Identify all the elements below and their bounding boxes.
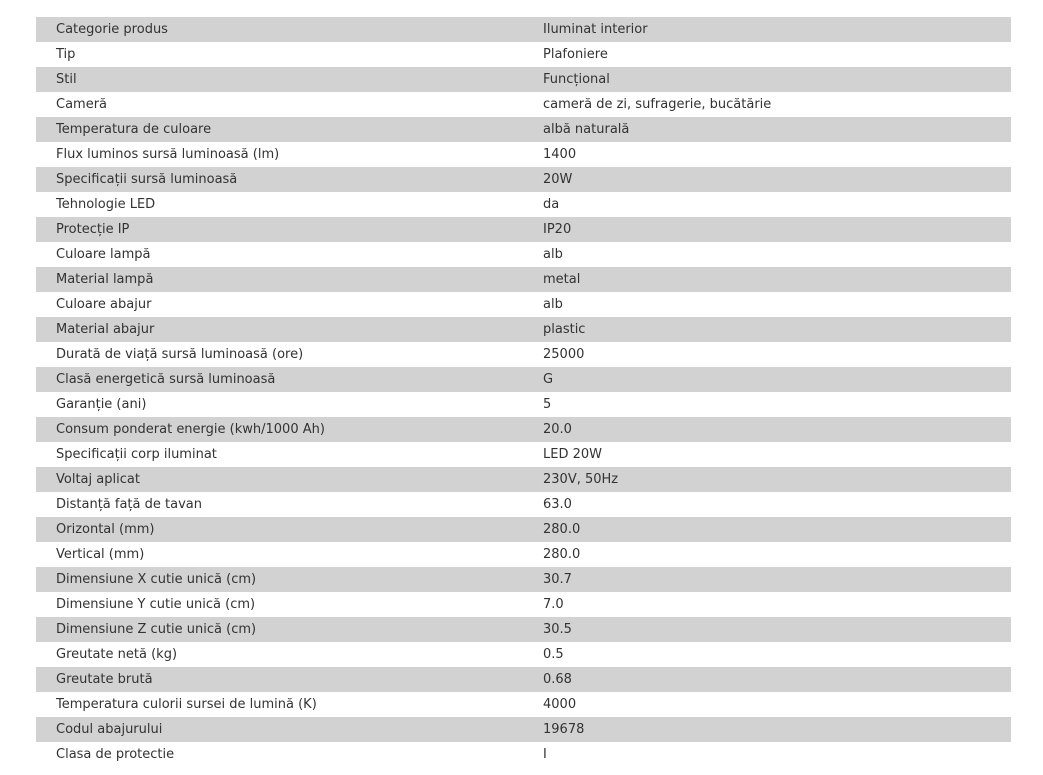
spec-label: Consum ponderat energie (kwh/1000 Ah) xyxy=(56,422,325,437)
table-row xyxy=(36,667,1011,692)
spec-label: Greutate netă (kg) xyxy=(56,647,178,662)
spec-value: 0.68 xyxy=(543,672,572,687)
table-row xyxy=(36,617,1011,642)
spec-value: 25000 xyxy=(543,347,585,362)
spec-value: da xyxy=(543,197,560,212)
spec-value: G xyxy=(543,372,554,387)
spec-label: Specificații sursă luminoasă xyxy=(56,172,238,187)
table-row xyxy=(36,592,1011,617)
spec-label: Vertical (mm) xyxy=(56,547,145,562)
spec-value: 0.5 xyxy=(543,647,564,662)
table-row xyxy=(36,342,1011,367)
spec-value: metal xyxy=(543,272,581,287)
table-row xyxy=(36,717,1011,742)
spec-value: albă naturală xyxy=(543,122,630,137)
spec-label: Material lampă xyxy=(56,272,154,287)
spec-label: Cameră xyxy=(56,97,108,112)
table-row xyxy=(36,642,1011,667)
spec-label: Voltaj aplicat xyxy=(56,472,140,487)
spec-value: 30.5 xyxy=(543,622,572,637)
spec-value: plastic xyxy=(543,322,586,337)
table-row xyxy=(36,517,1011,542)
spec-value: cameră de zi, sufragerie, bucătărie xyxy=(543,97,772,112)
table-row xyxy=(36,167,1011,192)
table-row xyxy=(36,492,1011,517)
table-row xyxy=(36,442,1011,467)
spec-value: I xyxy=(543,747,547,762)
spec-value: alb xyxy=(543,247,563,262)
spec-value: LED 20W xyxy=(543,447,602,462)
spec-label: Culoare lampă xyxy=(56,247,151,262)
table-row xyxy=(36,367,1011,392)
spec-label: Dimensiune X cutie unică (cm) xyxy=(56,572,257,587)
spec-value: IP20 xyxy=(543,222,572,237)
spec-label: Stil xyxy=(56,72,77,87)
spec-label: Temperatura culorii sursei de lumină (K) xyxy=(56,697,317,712)
spec-label: Clasă energetică sursă luminoasă xyxy=(56,372,276,387)
spec-label: Garanție (ani) xyxy=(56,397,147,412)
spec-value: 280.0 xyxy=(543,547,581,562)
spec-value: 20.0 xyxy=(543,422,572,437)
table-row xyxy=(36,292,1011,317)
spec-label: Durată de viață sursă luminoasă (ore) xyxy=(56,347,304,362)
spec-value: 280.0 xyxy=(543,522,581,537)
table-row xyxy=(36,392,1011,417)
spec-value: 20W xyxy=(543,172,573,187)
table-row xyxy=(36,542,1011,567)
spec-label: Flux luminos sursă luminoasă (lm) xyxy=(56,147,280,162)
spec-value: alb xyxy=(543,297,563,312)
table-row xyxy=(36,117,1011,142)
table-row xyxy=(36,742,1011,767)
table-row xyxy=(36,17,1011,42)
spec-label: Greutate brută xyxy=(56,672,153,687)
spec-value: 4000 xyxy=(543,697,577,712)
spec-label: Material abajur xyxy=(56,322,155,337)
spec-value: Funcțional xyxy=(543,72,610,87)
spec-value: 1400 xyxy=(543,147,577,162)
spec-label: Tehnologie LED xyxy=(56,197,156,212)
spec-value: 5 xyxy=(543,397,552,412)
table-row xyxy=(36,142,1011,167)
table-row xyxy=(36,567,1011,592)
table-row xyxy=(36,192,1011,217)
spec-label: Dimensiune Z cutie unică (cm) xyxy=(56,622,257,637)
spec-label: Dimensiune Y cutie unică (cm) xyxy=(56,597,256,612)
spec-label: Tip xyxy=(56,47,76,62)
spec-label: Orizontal (mm) xyxy=(56,522,155,537)
table-row xyxy=(36,417,1011,442)
spec-label: Distanță față de tavan xyxy=(56,497,202,512)
spec-value: 7.0 xyxy=(543,597,564,612)
table-row xyxy=(36,692,1011,717)
spec-value: Plafoniere xyxy=(543,47,608,62)
spec-label: Codul abajurului xyxy=(56,722,163,737)
spec-value: 30.7 xyxy=(543,572,572,587)
table-row xyxy=(36,467,1011,492)
spec-label: Temperatura de culoare xyxy=(56,122,212,137)
spec-label: Categorie produs xyxy=(56,22,168,37)
table-row xyxy=(36,317,1011,342)
spec-value: Iluminat interior xyxy=(543,22,648,37)
table-row xyxy=(36,67,1011,92)
table-row xyxy=(36,217,1011,242)
spec-value: 230V, 50Hz xyxy=(543,472,619,487)
table-row xyxy=(36,42,1011,67)
spec-label: Specificații corp iluminat xyxy=(56,447,217,462)
spec-value: 63.0 xyxy=(543,497,572,512)
spec-label: Culoare abajur xyxy=(56,297,152,312)
spec-value: 19678 xyxy=(543,722,585,737)
table-row xyxy=(36,242,1011,267)
table-row xyxy=(36,267,1011,292)
spec-label: Clasa de protectie xyxy=(56,747,175,762)
spec-table-body xyxy=(36,17,1011,767)
product-specifications-table xyxy=(36,17,1011,767)
spec-label: Protecție IP xyxy=(56,222,130,237)
table-row xyxy=(36,92,1011,117)
